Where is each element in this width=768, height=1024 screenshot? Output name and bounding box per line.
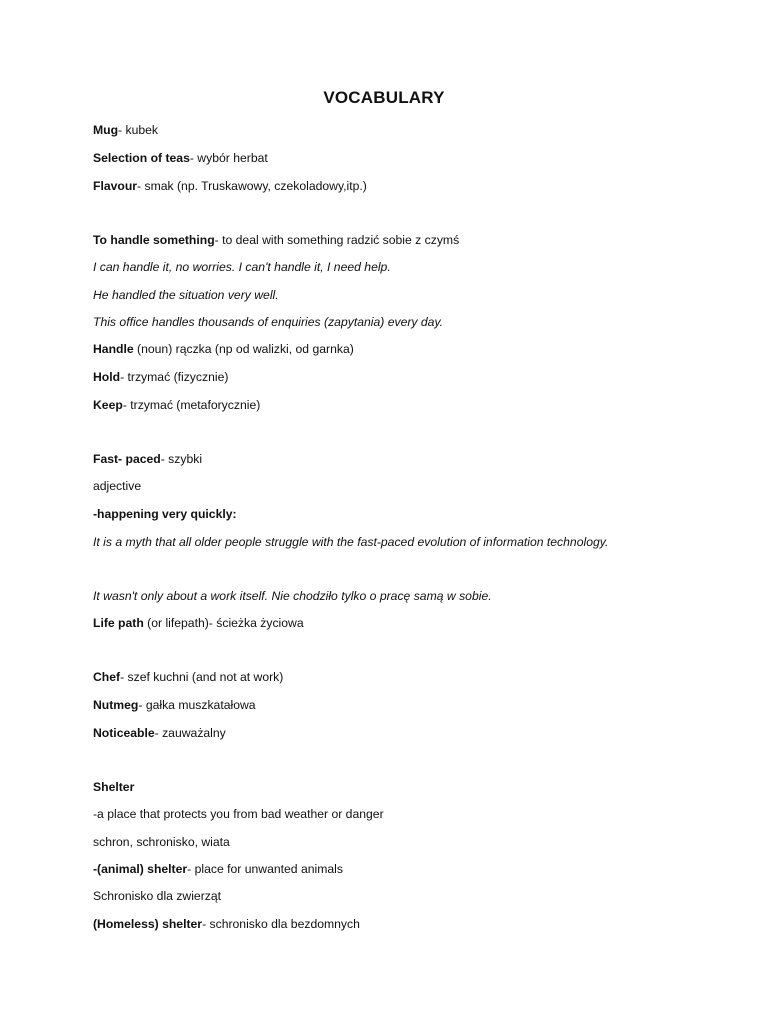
translation-line: schron, schronisko, wiata [93,835,230,849]
entry-definition: - wybór herbat [189,151,268,165]
part-of-speech: adjective [93,479,142,493]
entry-definition: - schronisko dla bezdomnych [202,917,360,931]
entry-definition: - trzymać (fizycznie) [120,370,229,384]
entry-definition: (or lifepath)- ścieżka życiowa [143,616,304,630]
entry-hold [93,369,228,385]
entry-term: Selection of teas [93,151,190,165]
entry-term: Keep [93,398,123,412]
entry-flavour [93,178,367,194]
entry-definition: - kubek [118,123,159,137]
entry-definition: - gałka muszkatałowa [138,698,256,712]
entry-keep [93,397,260,413]
entry-handle-noun [93,341,354,357]
entry-shelter: Shelter [93,780,135,794]
entry-term: Mug [93,123,119,137]
entry-definition: - to deal with something radzić sobie z czymś [214,233,460,247]
entry-chef [93,669,283,685]
entry-term: Noticeable [93,726,155,740]
entry-definition: - szybki [160,452,203,466]
entry-definition: - trzymać (metaforycznie) [122,398,261,412]
entry-fast-paced [93,451,202,467]
entry-term: Life path [93,616,144,630]
entry-homeless-shelter [93,916,360,932]
entry-term: (Homeless) shelter [93,917,203,931]
entry-animal-shelter [93,861,343,877]
entry-life-path [93,615,304,631]
entry-term: -(animal) shelter [93,862,188,876]
entry-term: Handle [93,342,134,356]
entry-term: Fast- paced [93,452,161,466]
example-sentence: It wasn't only about a work itself. Nie chodziło tylko o pracę samą w sobie. [93,589,492,603]
entry-term: Flavour [93,179,138,193]
entry-term: Chef [93,670,121,684]
entry-definition: - zauważalny [154,726,226,740]
example-sentence: I can handle it, no worries. I can't handle it, I need help. [93,260,391,274]
entry-mug [93,122,158,138]
definition-line: -happening very quickly: [93,507,237,521]
entry-definition: (noun) rączka (np od walizki, od garnka) [133,342,354,356]
translation-line: Schronisko dla zwierząt [93,889,222,903]
example-sentence: This office handles thousands of enquiries (zapytania) every day. [93,315,444,329]
entry-definition: - smak (np. Truskawowy, czekoladowy,itp.) [137,179,367,193]
definition-line: -a place that protects you from bad weather or danger [93,807,384,821]
entry-handle-something [93,232,459,248]
entry-nutmeg [93,697,256,713]
entry-term: To handle something [93,233,215,247]
example-sentence: It is a myth that all older people struggle with the fast-paced evolution of information technology. [93,535,609,549]
entry-selection-of-teas [93,150,268,166]
entry-definition: - place for unwanted animals [187,862,343,876]
entry-definition: - szef kuchni (and not at work) [120,670,284,684]
entry-term: Hold [93,370,121,384]
entry-noticeable [93,725,226,741]
entry-term: Nutmeg [93,698,139,712]
example-sentence: He handled the situation very well. [93,288,279,302]
page-title: VOCABULARY [323,88,445,107]
